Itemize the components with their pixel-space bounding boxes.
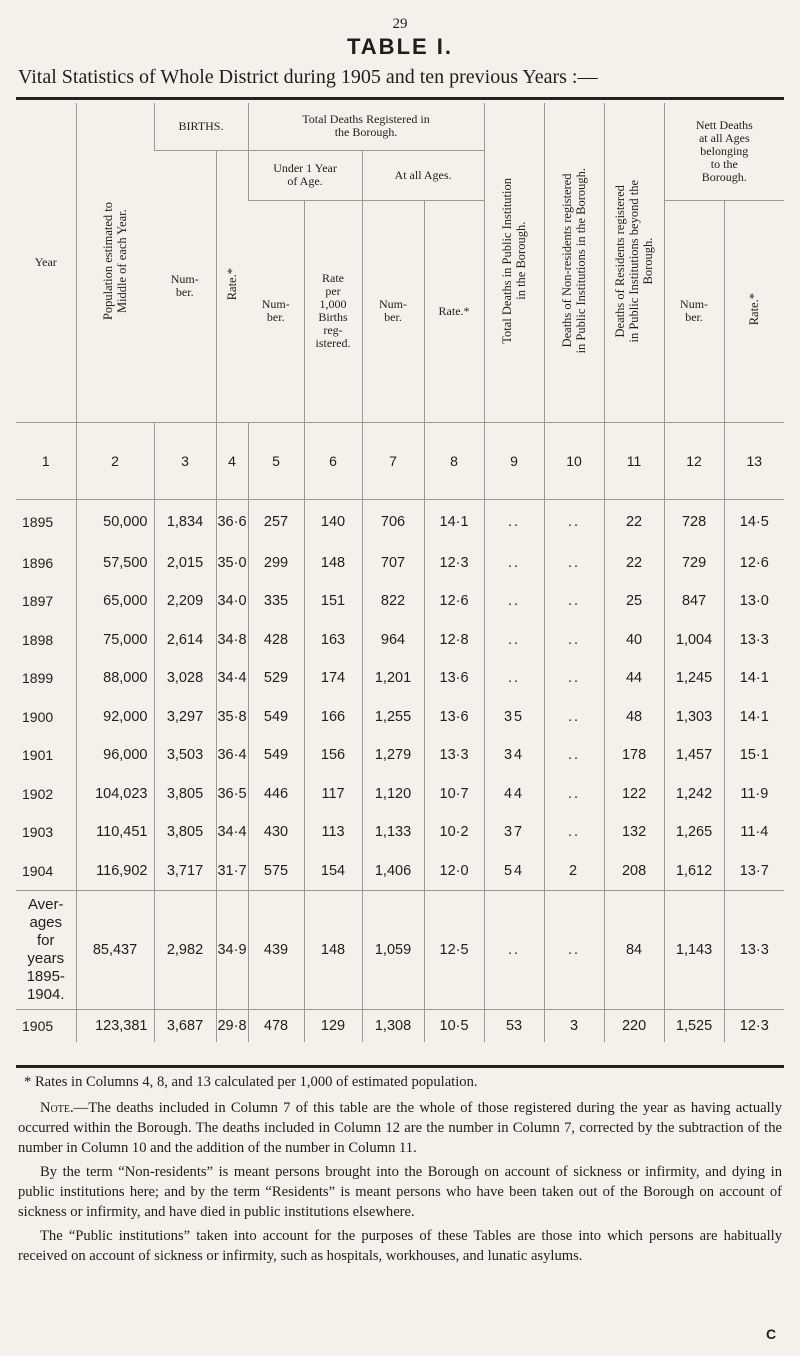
resident-deaths-cell: 84 <box>604 891 664 1010</box>
birth-rate-cell: 34·4 <box>216 659 248 698</box>
birth-rate-cell: 29·8 <box>216 1010 248 1043</box>
deaths-cell: 1,120 <box>362 775 424 814</box>
year-cell: 1896 <box>22 554 54 571</box>
nett-rate-cell: 13·3 <box>724 891 784 1010</box>
year-cell: 1898 <box>22 631 54 648</box>
table-row <box>16 852 784 891</box>
nett-deaths-cell: 847 <box>664 582 724 621</box>
nett-deaths-cell: 1,265 <box>664 813 724 852</box>
column-number: 4 <box>216 422 248 499</box>
nett-rate-cell: 11·9 <box>724 775 784 814</box>
under1-deaths-cell: 335 <box>248 582 304 621</box>
birth-rate-cell: 34·4 <box>216 813 248 852</box>
under1-rate-cell: 117 <box>304 775 362 814</box>
nett-deaths-cell: 1,245 <box>664 659 724 698</box>
population-cell: 104,023 <box>76 775 154 814</box>
note-text: —The deaths included in Column 7 of this table are the whole of those registered during the year as having actually occurred within the Borough. The deaths included in Column 12 are the number in Column 7, corrected by the subtraction of the number in Column 10 and the addition of the number in Column 11. <box>18 1100 782 1156</box>
births-cell: 3,805 <box>154 813 216 852</box>
nett-rate-cell: 14·1 <box>724 659 784 698</box>
resident-deaths-cell: 22 <box>604 544 664 583</box>
resident-deaths-cell: 132 <box>604 813 664 852</box>
population-cell: 92,000 <box>76 698 154 737</box>
births-cell: 3,717 <box>154 852 216 891</box>
resident-deaths-cell: 208 <box>604 852 664 891</box>
under1-deaths-cell: 299 <box>248 544 304 583</box>
table-row <box>16 621 784 660</box>
under1-deaths-cell: 529 <box>248 659 304 698</box>
table-row <box>16 499 784 544</box>
bottom-rule <box>16 1065 784 1068</box>
population-cell: 85,437 <box>76 891 154 1010</box>
public-deaths-cell: 37 <box>484 813 544 852</box>
births-cell: 2,982 <box>154 891 216 1010</box>
year-cell: 1899 <box>22 670 54 687</box>
year-cell: 1903 <box>22 824 54 841</box>
under1-rate-cell: 174 <box>304 659 362 698</box>
population-cell: 50,000 <box>76 499 154 544</box>
death-rate-cell: 12·5 <box>424 891 484 1010</box>
column-number: 2 <box>76 422 154 499</box>
table-row <box>16 659 784 698</box>
table-row <box>16 698 784 737</box>
column-number: 9 <box>484 422 544 499</box>
nett-deaths-cell: 1,143 <box>664 891 724 1010</box>
nett-deaths-cell: 1,457 <box>664 736 724 775</box>
resident-deaths-cell: 178 <box>604 736 664 775</box>
header-all-ages: At all Ages. <box>362 150 484 200</box>
header-nett-rate: Rate.* <box>724 200 784 422</box>
table-row <box>16 813 784 852</box>
death-rate-cell: 10·7 <box>424 775 484 814</box>
nett-deaths-cell: 1,242 <box>664 775 724 814</box>
births-cell: 3,687 <box>154 1010 216 1043</box>
nett-rate-cell: 13·7 <box>724 852 784 891</box>
public-deaths-cell: .. <box>484 499 544 544</box>
death-rate-cell: 12·3 <box>424 544 484 583</box>
population-cell: 65,000 <box>76 582 154 621</box>
nett-deaths-cell: 1,612 <box>664 852 724 891</box>
public-deaths-cell: .. <box>484 891 544 1010</box>
nonresident-deaths-cell: .. <box>544 499 604 544</box>
deaths-cell: 1,059 <box>362 891 424 1010</box>
column-number: 7 <box>362 422 424 499</box>
nett-deaths-cell: 729 <box>664 544 724 583</box>
nonresident-deaths-cell: .. <box>544 582 604 621</box>
header-births: BIRTHS. <box>154 103 248 150</box>
population-cell: 88,000 <box>76 659 154 698</box>
table-row <box>16 544 784 583</box>
footnote: * Rates in Columns 4, 8, and 13 calculated per 1,000 of estimated population. <box>24 1074 478 1090</box>
death-rate-cell: 13·6 <box>424 659 484 698</box>
column-number: 13 <box>724 422 784 499</box>
under1-rate-cell: 148 <box>304 544 362 583</box>
under1-rate-cell: 156 <box>304 736 362 775</box>
public-deaths-cell: .. <box>484 544 544 583</box>
death-rate-cell: 12·0 <box>424 852 484 891</box>
deaths-cell: 1,201 <box>362 659 424 698</box>
column-number: 12 <box>664 422 724 499</box>
births-cell: 1,834 <box>154 499 216 544</box>
table-row <box>16 775 784 814</box>
under1-rate-cell: 140 <box>304 499 362 544</box>
header-population: Population estimated to Middle of each Year. <box>76 103 154 422</box>
resident-deaths-cell: 25 <box>604 582 664 621</box>
year-cell: 1902 <box>22 785 54 802</box>
nett-rate-cell: 13·3 <box>724 621 784 660</box>
birth-rate-cell: 35·0 <box>216 544 248 583</box>
deaths-cell: 1,133 <box>362 813 424 852</box>
year-1905-row <box>16 1010 784 1043</box>
death-rate-cell: 10·2 <box>424 813 484 852</box>
year-cell: 1901 <box>22 747 54 764</box>
population-cell: 116,902 <box>76 852 154 891</box>
nett-rate-cell: 15·1 <box>724 736 784 775</box>
column-number: 1 <box>16 422 76 499</box>
deaths-cell: 1,279 <box>362 736 424 775</box>
population-cell: 75,000 <box>76 621 154 660</box>
nonresident-deaths-cell: .. <box>544 544 604 583</box>
column-number: 6 <box>304 422 362 499</box>
public-deaths-cell: 53 <box>484 1010 544 1043</box>
under1-rate-cell: 151 <box>304 582 362 621</box>
deaths-cell: 1,406 <box>362 852 424 891</box>
death-rate-cell: 12·6 <box>424 582 484 621</box>
page-number: 29 <box>392 16 408 32</box>
nonresident-deaths-cell: .. <box>544 891 604 1010</box>
death-rate-cell: 14·1 <box>424 499 484 544</box>
averages-label: Aver- ages for years 1895- 1904. <box>16 891 76 1010</box>
header-births-rate: Rate.* <box>216 150 248 422</box>
population-cell: 110,451 <box>76 813 154 852</box>
nett-rate-cell: 13·0 <box>724 582 784 621</box>
header-under-1-year: Under 1 Year of Age. <box>248 150 362 200</box>
death-rate-cell: 13·3 <box>424 736 484 775</box>
deaths-cell: 707 <box>362 544 424 583</box>
nett-rate-cell: 14·5 <box>724 499 784 544</box>
header-year: Year <box>34 254 57 269</box>
note-label: Note. <box>40 1100 74 1116</box>
nett-rate-cell: 14·1 <box>724 698 784 737</box>
public-deaths-cell: 34 <box>484 736 544 775</box>
residents-definition: By the term “Non-residents” is meant persons brought into the Borough on account of sickness or infirmity, and dying in public institutions here; and by the term “Residents” is meant persons who have been taken out of the Borough on account of sickness or infirmity, and have died in public institutions elsewhere. <box>18 1164 782 1220</box>
births-cell: 3,297 <box>154 698 216 737</box>
public-deaths-cell: 54 <box>484 852 544 891</box>
births-cell: 3,805 <box>154 775 216 814</box>
header-total-deaths: Total Deaths Registered in the Borough. <box>248 103 484 150</box>
year-cell: 1900 <box>22 708 54 725</box>
birth-rate-cell: 35·8 <box>216 698 248 737</box>
vital-statistics-table <box>16 103 784 1042</box>
header-under-1-rate: Rate per 1,000 Births reg- istered. <box>304 200 362 422</box>
header-under-1-number: Num- ber. <box>261 297 290 324</box>
table-row <box>16 582 784 621</box>
births-cell: 2,209 <box>154 582 216 621</box>
signature-mark: C <box>766 1326 777 1342</box>
notes-section <box>18 1072 782 1270</box>
nonresident-deaths-cell: .. <box>544 621 604 660</box>
year-rows <box>16 499 784 891</box>
column-number: 5 <box>248 422 304 499</box>
header-resident-deaths: Deaths of Residents registered in Public Institutions beyond the Borough. <box>604 103 664 422</box>
deaths-cell: 706 <box>362 499 424 544</box>
averages-row <box>16 891 784 1010</box>
public-deaths-cell: 35 <box>484 698 544 737</box>
death-rate-cell: 13·6 <box>424 698 484 737</box>
deaths-cell: 964 <box>362 621 424 660</box>
nett-rate-cell: 12·6 <box>724 544 784 583</box>
year-cell: 1904 <box>22 862 54 879</box>
deaths-cell: 1,308 <box>362 1010 424 1043</box>
under1-deaths-cell: 428 <box>248 621 304 660</box>
under1-rate-cell: 148 <box>304 891 362 1010</box>
death-rate-cell: 10·5 <box>424 1010 484 1043</box>
under1-deaths-cell: 575 <box>248 852 304 891</box>
births-cell: 2,015 <box>154 544 216 583</box>
nett-deaths-cell: 1,303 <box>664 698 724 737</box>
death-rate-cell: 12·8 <box>424 621 484 660</box>
birth-rate-cell: 36·6 <box>216 499 248 544</box>
public-deaths-cell: .. <box>484 582 544 621</box>
deaths-cell: 1,255 <box>362 698 424 737</box>
births-cell: 3,028 <box>154 659 216 698</box>
under1-rate-cell: 154 <box>304 852 362 891</box>
nonresident-deaths-cell: .. <box>544 775 604 814</box>
resident-deaths-cell: 220 <box>604 1010 664 1043</box>
column-number: 8 <box>424 422 484 499</box>
under1-deaths-cell: 446 <box>248 775 304 814</box>
birth-rate-cell: 36·5 <box>216 775 248 814</box>
nonresident-deaths-cell: 3 <box>544 1010 604 1043</box>
population-cell: 96,000 <box>76 736 154 775</box>
population-cell: 57,500 <box>76 544 154 583</box>
note-paragraph <box>18 1098 782 1158</box>
nonresident-deaths-cell: 2 <box>544 852 604 891</box>
column-number: 10 <box>544 422 604 499</box>
public-deaths-cell: .. <box>484 621 544 660</box>
public-deaths-cell: 44 <box>484 775 544 814</box>
nonresident-deaths-cell: .. <box>544 659 604 698</box>
header-nett-number: Num- ber. <box>664 200 724 422</box>
year-cell: 1897 <box>22 593 54 610</box>
under1-deaths-cell: 549 <box>248 698 304 737</box>
header-births-number: Num- ber. <box>170 272 199 299</box>
header-all-ages-number: Num- ber. <box>362 200 424 422</box>
year-cell: 1895 <box>22 513 54 530</box>
column-number: 11 <box>604 422 664 499</box>
under1-rate-cell: 166 <box>304 698 362 737</box>
under1-deaths-cell: 439 <box>248 891 304 1010</box>
year-cell: 1905 <box>22 1018 54 1034</box>
header-nett-deaths: Nett Deaths at all Ages belonging to the Borough. <box>664 103 784 200</box>
birth-rate-cell: 36·4 <box>216 736 248 775</box>
under1-rate-cell: 163 <box>304 621 362 660</box>
header-all-ages-rate: Rate.* <box>424 200 484 422</box>
nonresident-deaths-cell: .. <box>544 698 604 737</box>
nett-deaths-cell: 1,004 <box>664 621 724 660</box>
public-deaths-cell: .. <box>484 659 544 698</box>
table-title: TABLE I. <box>346 34 454 59</box>
column-number-row <box>16 422 784 499</box>
under1-deaths-cell: 430 <box>248 813 304 852</box>
births-cell: 3,503 <box>154 736 216 775</box>
table-row <box>16 736 784 775</box>
population-cell: 123,381 <box>76 1010 154 1043</box>
nonresident-deaths-cell: .. <box>544 813 604 852</box>
births-cell: 2,614 <box>154 621 216 660</box>
resident-deaths-cell: 44 <box>604 659 664 698</box>
birth-rate-cell: 31·7 <box>216 852 248 891</box>
institutions-definition: The “Public institutions” taken into account for the purposes of these Tables are those into which persons are habitually received on account of sickness or infirmity, such as hospitals, workhouses, and lunatic asylums. <box>18 1228 782 1264</box>
under1-deaths-cell: 478 <box>248 1010 304 1043</box>
resident-deaths-cell: 22 <box>604 499 664 544</box>
under1-rate-cell: 129 <box>304 1010 362 1043</box>
under1-rate-cell: 113 <box>304 813 362 852</box>
birth-rate-cell: 34·0 <box>216 582 248 621</box>
table-subtitle: Vital Statistics of Whole District during 1905 and ten previous Years :— <box>18 66 598 88</box>
resident-deaths-cell: 40 <box>604 621 664 660</box>
nett-rate-cell: 12·3 <box>724 1010 784 1043</box>
under1-deaths-cell: 257 <box>248 499 304 544</box>
deaths-cell: 822 <box>362 582 424 621</box>
birth-rate-cell: 34·8 <box>216 621 248 660</box>
nett-rate-cell: 11·4 <box>724 813 784 852</box>
birth-rate-cell: 34·9 <box>216 891 248 1010</box>
column-number: 3 <box>154 422 216 499</box>
header-non-resident-deaths: Deaths of Non-residents registered in Public Institutions in the Borough. <box>544 103 604 422</box>
nett-deaths-cell: 1,525 <box>664 1010 724 1043</box>
nett-deaths-cell: 728 <box>664 499 724 544</box>
under1-deaths-cell: 549 <box>248 736 304 775</box>
header-public-institution-deaths: Total Deaths in Public Institution in the Borough. <box>484 103 544 422</box>
resident-deaths-cell: 122 <box>604 775 664 814</box>
top-rule <box>16 97 784 100</box>
nonresident-deaths-cell: .. <box>544 736 604 775</box>
resident-deaths-cell: 48 <box>604 698 664 737</box>
